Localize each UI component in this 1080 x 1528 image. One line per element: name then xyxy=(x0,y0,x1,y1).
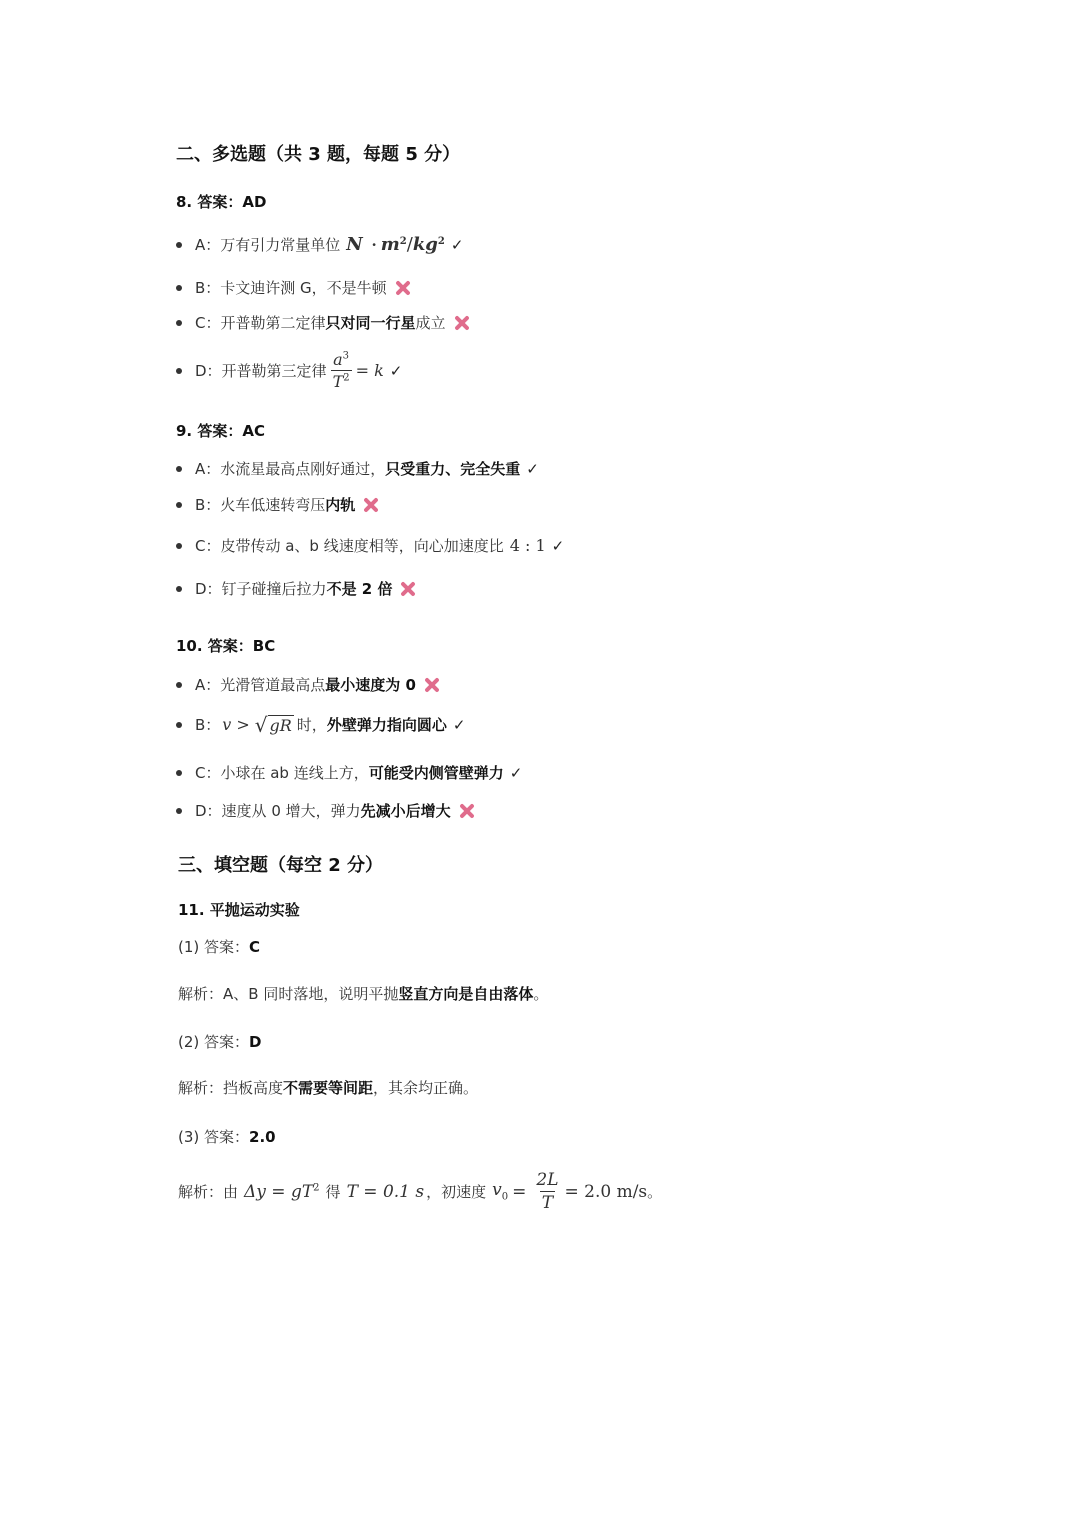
bullet-icon xyxy=(176,722,182,728)
bullet-icon xyxy=(176,242,182,248)
option-emphasis: 先减小后增大 xyxy=(360,802,451,820)
math-gt: > xyxy=(236,715,250,734)
answer-value: 2.0 xyxy=(249,1128,276,1146)
answer-value: D xyxy=(249,1033,262,1051)
q8-answer-heading: 8. 答案：AD xyxy=(176,193,267,211)
bullet-icon xyxy=(176,586,182,592)
math-kg: kg xyxy=(412,234,438,255)
math-N: N xyxy=(346,234,363,255)
option-emphasis: 只受重力、完全失重 xyxy=(385,460,521,478)
math-subscript: 0 xyxy=(501,1191,509,1203)
fraction-denominator: T xyxy=(541,1193,554,1213)
option-text: C：小球在 ab 连线上方， xyxy=(195,764,369,782)
math-gR: gR xyxy=(269,715,292,735)
option-text: B：火车低速转弯压 xyxy=(195,496,326,514)
q11-heading: 11. 平抛运动实验 xyxy=(178,901,300,919)
formula-period: T = 0.1 s xyxy=(346,1181,425,1202)
math-dot: · xyxy=(371,236,377,254)
q8-option-b xyxy=(176,277,413,298)
sqrt-icon: √ xyxy=(254,712,268,737)
q10-option-d xyxy=(176,800,477,821)
q9-option-c xyxy=(176,535,564,556)
explanation-emphasis: 不需要等间距 xyxy=(283,1079,374,1097)
bullet-icon xyxy=(176,808,182,814)
option-text: A：光滑管道最高点 xyxy=(195,676,326,694)
formula-delta-y xyxy=(244,1182,320,1202)
option-text: B：卡文迪许测 G，不是牛顿 xyxy=(195,279,387,297)
math-equals: = xyxy=(512,1181,527,1202)
q8-option-a xyxy=(176,234,463,255)
answer-label: (3) 答案： xyxy=(178,1128,250,1146)
q9-answer-heading: 9. 答案：AC xyxy=(176,422,265,440)
q9-option-a xyxy=(176,458,539,479)
q9-option-b xyxy=(176,494,381,515)
check-icon: ✓ xyxy=(389,361,403,380)
fraction-numerator: 2L xyxy=(536,1170,559,1190)
option-text: B： xyxy=(195,716,221,734)
check-icon: ✓ xyxy=(450,235,464,254)
explanation-text: 解析：挡板高度 xyxy=(178,1079,284,1097)
answer-label: (2) 答案： xyxy=(178,1033,250,1051)
math-exponent: 2 xyxy=(313,1181,320,1193)
option-text: C：皮带传动 a、b 线速度相等，向心加速度比 xyxy=(195,537,504,555)
answer-value: C xyxy=(249,938,261,956)
formula-velocity: = 2.0 m/s xyxy=(564,1181,648,1202)
cross-icon xyxy=(361,495,381,515)
bullet-icon xyxy=(176,502,182,508)
q8-option-c xyxy=(176,312,472,333)
explanation-text: 解析：由 xyxy=(178,1183,239,1201)
math-a: a xyxy=(333,350,343,369)
option-emphasis: 不是 2 倍 xyxy=(326,580,393,598)
answer-label: (1) 答案： xyxy=(178,938,250,956)
bullet-icon xyxy=(176,368,182,374)
option-text: A：水流星最高点刚好通过， xyxy=(195,460,386,478)
check-icon: ✓ xyxy=(452,715,466,734)
explanation-emphasis: 竖直方向是自由落体 xyxy=(398,985,534,1003)
q11-part2-explanation xyxy=(178,1077,478,1098)
option-emphasis: 内轨 xyxy=(325,496,356,514)
cross-icon xyxy=(422,675,442,695)
q10-option-a xyxy=(176,674,442,695)
cross-icon xyxy=(393,278,413,298)
option-text: D：速度从 0 增大，弹力 xyxy=(195,802,361,820)
math-exponent: 2 xyxy=(343,372,350,384)
cross-icon xyxy=(457,801,477,821)
check-icon: ✓ xyxy=(526,459,539,478)
q11-part2-answer xyxy=(178,1031,261,1052)
q11-part1-explanation xyxy=(178,983,548,1004)
math-v0 xyxy=(492,1180,508,1202)
bullet-icon xyxy=(176,770,182,776)
explanation-text: 解析：A、B 同时落地，说明平抛 xyxy=(178,985,399,1003)
bullet-icon xyxy=(176,285,182,291)
explanation-text: 。 xyxy=(647,1183,663,1201)
cross-icon xyxy=(398,579,418,599)
explanation-text: ，初速度 xyxy=(426,1183,487,1201)
option-text: A：万有引力常量单位 xyxy=(195,236,341,254)
kepler-fraction xyxy=(331,350,352,391)
option-emphasis: 可能受内侧管壁弹力 xyxy=(368,764,504,782)
q11-part1-answer xyxy=(178,936,260,957)
bullet-icon xyxy=(176,466,182,472)
math-v: v xyxy=(222,715,232,734)
math-rhs: = k xyxy=(355,361,384,380)
check-icon: ✓ xyxy=(551,536,565,555)
math-exponent: 3 xyxy=(342,350,350,362)
option-text: 时， xyxy=(296,716,327,734)
math-expression: Δy = gT xyxy=(244,1181,314,1202)
ratio-value: 4 : 1 xyxy=(509,536,546,555)
q11-part3-answer xyxy=(178,1126,276,1147)
option-emphasis: 最小速度为 0 xyxy=(325,676,416,694)
unit-formula xyxy=(346,234,445,255)
math-m: m xyxy=(380,234,400,255)
option-text: D：钉子碰撞后拉力 xyxy=(195,580,327,598)
explanation-text: 得 xyxy=(325,1183,341,1201)
section-title-fill-blank: 三、填空题（每空 2 分） xyxy=(178,855,384,876)
q10-option-b xyxy=(176,714,465,735)
math-slash: / xyxy=(406,234,413,255)
option-emphasis: 只对同一行星 xyxy=(325,314,416,332)
math-T: T xyxy=(332,372,344,391)
option-text: 成立 xyxy=(415,314,446,332)
math-exponent: 2 xyxy=(437,236,445,247)
check-icon: ✓ xyxy=(509,763,523,782)
option-emphasis: 外壁弹力指向圆心 xyxy=(326,716,447,734)
q8-option-d xyxy=(176,350,402,391)
bullet-icon xyxy=(176,320,182,326)
fraction-2L-over-T xyxy=(534,1170,560,1213)
math-exponent: 2 xyxy=(399,236,407,247)
math-v: v xyxy=(492,1180,502,1201)
option-text: C：开普勒第二定律 xyxy=(195,314,326,332)
q9-option-d xyxy=(176,578,418,599)
bullet-icon xyxy=(176,543,182,549)
section-title-multiple-choice: 二、多选题（共 3 题，每题 5 分） xyxy=(176,144,461,165)
explanation-text: 。 xyxy=(533,985,549,1003)
explanation-text: ，其余均正确。 xyxy=(373,1079,479,1097)
cross-icon xyxy=(452,313,472,333)
q10-option-c xyxy=(176,762,522,783)
q11-part3-explanation xyxy=(178,1170,662,1213)
q10-answer-heading: 10. 答案：BC xyxy=(176,637,276,655)
option-text: D：开普勒第三定律 xyxy=(195,362,327,380)
sqrt-gR xyxy=(254,712,294,737)
bullet-icon xyxy=(176,682,182,688)
